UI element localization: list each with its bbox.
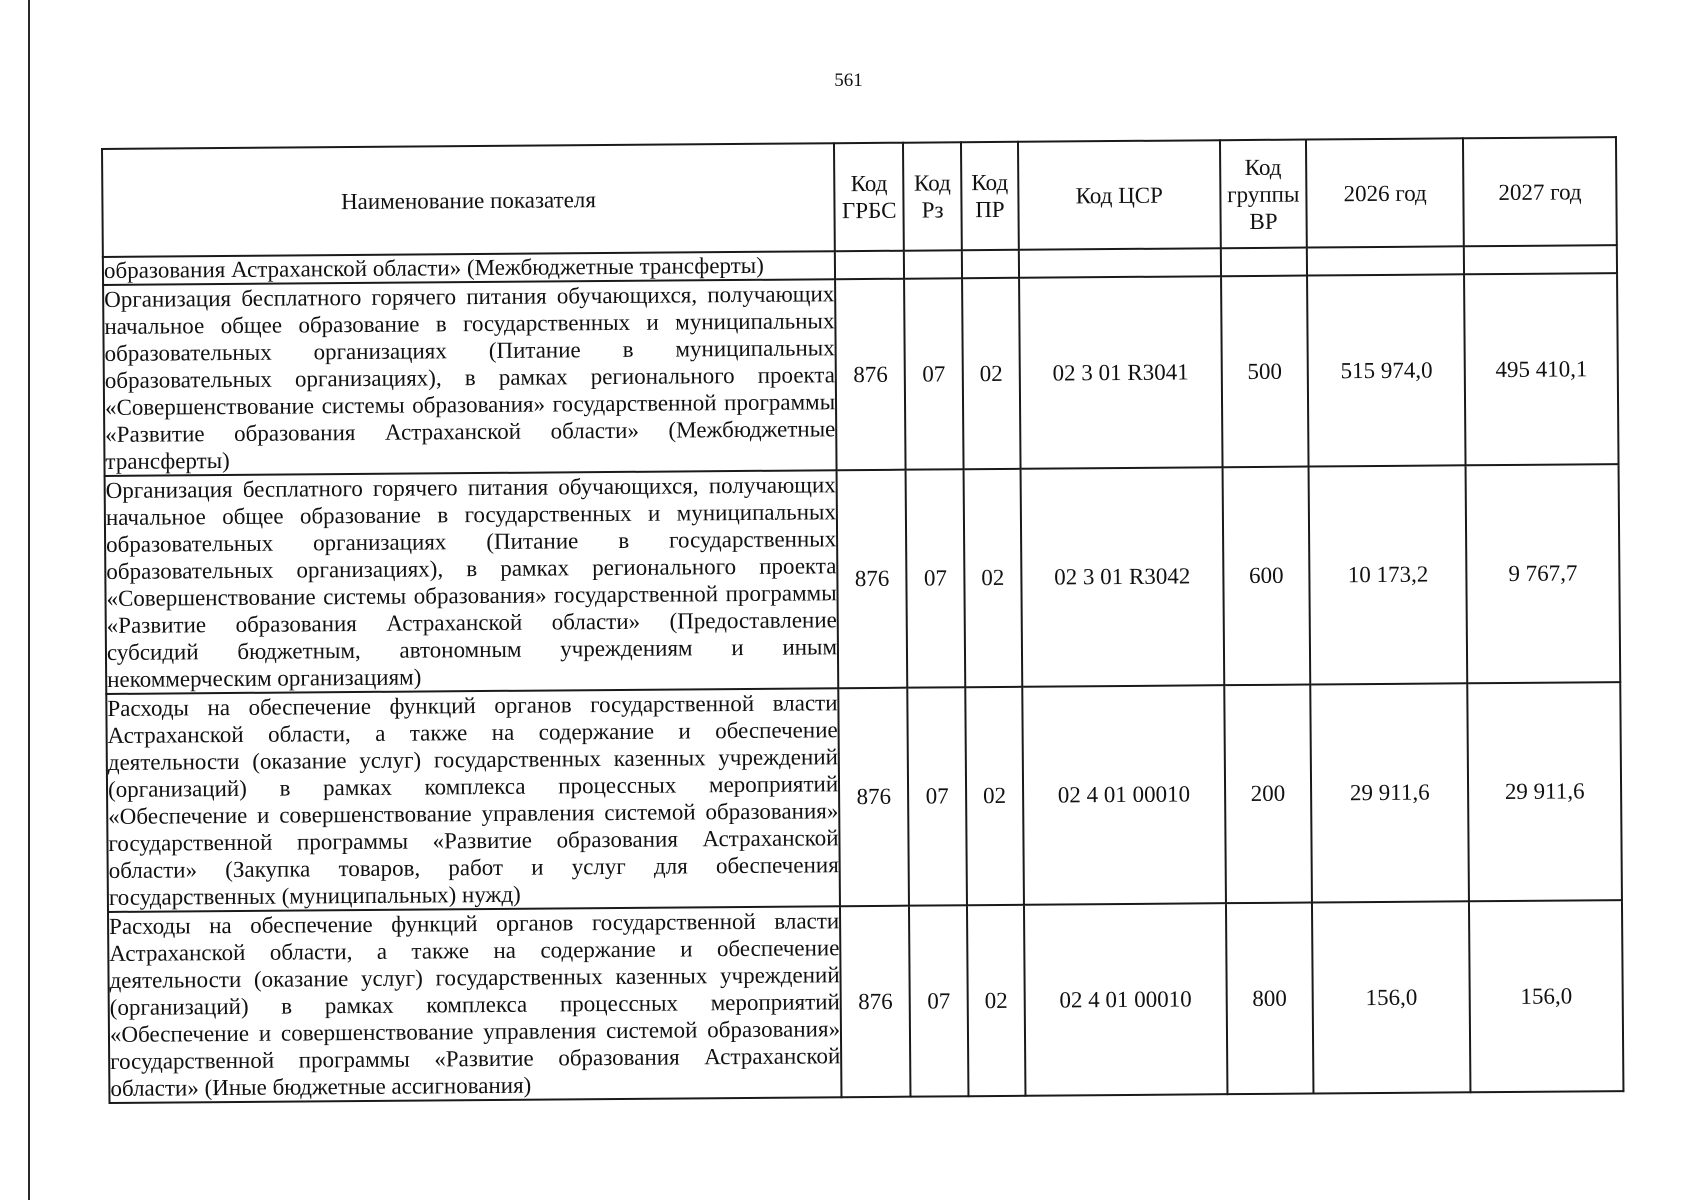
- row-2027: 156,0: [1469, 900, 1623, 1092]
- table-row: [103, 273, 1618, 476]
- header-csr: Код ЦСР: [1018, 140, 1220, 250]
- table-cell: [962, 250, 1020, 278]
- row-rz: 07: [904, 278, 963, 469]
- row-grbs: 876: [837, 470, 908, 689]
- row-name: Организация бесплатного горячего питания обучающихся, получающих начальное общее образование в государственных и муниципальных образовательных организациях (Питание в государственных образовательных организациях), в рамках регионального проекта «Совершенствование системы образования» государственной программы «Развитие образования Астраханской области» (Предоставление субсидий бюджетным, автономным учреждениям и иным некоммерческим организациям): [105, 470, 839, 694]
- row-vr: 600: [1222, 467, 1310, 686]
- table-cell: [904, 250, 962, 278]
- row-2027: 495 410,1: [1464, 273, 1618, 465]
- header-row: [102, 137, 1617, 257]
- row-name: Организация бесплатного горячего питания обучающихся, получающих начальное общее образование в государственных и муниципальных образовательных организациях (Питание в муниципальных образовательных организациях), в рамках регионального проекта «Совершенствование системы образования» государственной программы «Развитие образования Астраханской области» (Межбюджетные трансферты): [103, 279, 837, 476]
- row-rz: 07: [906, 469, 965, 687]
- budget-table: [101, 136, 1624, 1104]
- header-2027: 2027 год: [1463, 137, 1617, 246]
- row-pr: 02: [965, 687, 1024, 905]
- row-rz: 07: [909, 905, 968, 1096]
- row-vr: 500: [1221, 276, 1309, 468]
- table-cell: [1019, 248, 1221, 278]
- row-name: Расходы на обеспечение функций органов государственной власти Астраханской области, а также на содержание и обеспечение деятельности (оказание услуг) государственных казенных учреждений (организаций) в рамках комплекса процессных мероприятий «Обеспечение и совершенствование управления системой образования» государственной программы «Развитие образования Астраханской области» (Иные бюджетные ассигнования): [108, 906, 842, 1103]
- carry-over-text: образования Астраханской области» (Межбюджетные трансферты): [103, 251, 835, 285]
- row-2026: 29 911,6: [1310, 683, 1469, 902]
- row-pr: 02: [963, 469, 1022, 687]
- row-vr: 800: [1226, 903, 1314, 1095]
- header-grbs: Код ГРБС: [834, 143, 904, 252]
- header-name: Наименование показателя: [102, 143, 835, 257]
- header-pr: Код ПР: [961, 142, 1019, 250]
- table-cell: [1220, 248, 1307, 277]
- row-grbs: 876: [835, 279, 906, 471]
- row-grbs: 876: [840, 906, 911, 1098]
- scan-edge-line: [28, 0, 30, 1200]
- header-rz: Код Рз: [903, 142, 961, 250]
- header-vr: Код группы ВР: [1220, 140, 1307, 249]
- row-pr: 02: [962, 278, 1021, 469]
- row-csr: 02 3 01 R3042: [1021, 467, 1224, 687]
- page-number: 561: [834, 70, 863, 91]
- table-cell: [1307, 246, 1464, 275]
- row-csr: 02 4 01 00010: [1024, 903, 1227, 1096]
- row-2026: 10 173,2: [1309, 465, 1468, 684]
- table-row: [108, 900, 1623, 1103]
- row-2027: 9 767,7: [1466, 464, 1620, 683]
- table-cell: [835, 251, 905, 280]
- row-pr: 02: [967, 905, 1026, 1096]
- row-vr: 200: [1224, 685, 1312, 904]
- row-grbs: 876: [838, 688, 909, 907]
- row-2027: 29 911,6: [1467, 682, 1621, 901]
- table-row: [106, 682, 1622, 912]
- row-2026: 156,0: [1312, 901, 1471, 1093]
- row-csr: 02 3 01 R3041: [1019, 276, 1222, 469]
- header-2026: 2026 год: [1306, 138, 1464, 247]
- table-row: [105, 464, 1621, 694]
- row-name: Расходы на обеспечение функций органов государственной власти Астраханской области, а также на содержание и обеспечение деятельности (оказание услуг) государственных казенных учреждений (организаций) в рамках комплекса процессных мероприятий «Обеспечение и совершенствование управления системой образования» государственной программы «Развитие образования Астраханской области» (Закупка товаров, работ и услуг для обеспечения государственных (муниципальных) нужд): [106, 688, 840, 912]
- table-cell: [1464, 245, 1617, 274]
- row-csr: 02 4 01 00010: [1022, 685, 1225, 905]
- row-2026: 515 974,0: [1307, 274, 1466, 466]
- row-rz: 07: [908, 687, 967, 905]
